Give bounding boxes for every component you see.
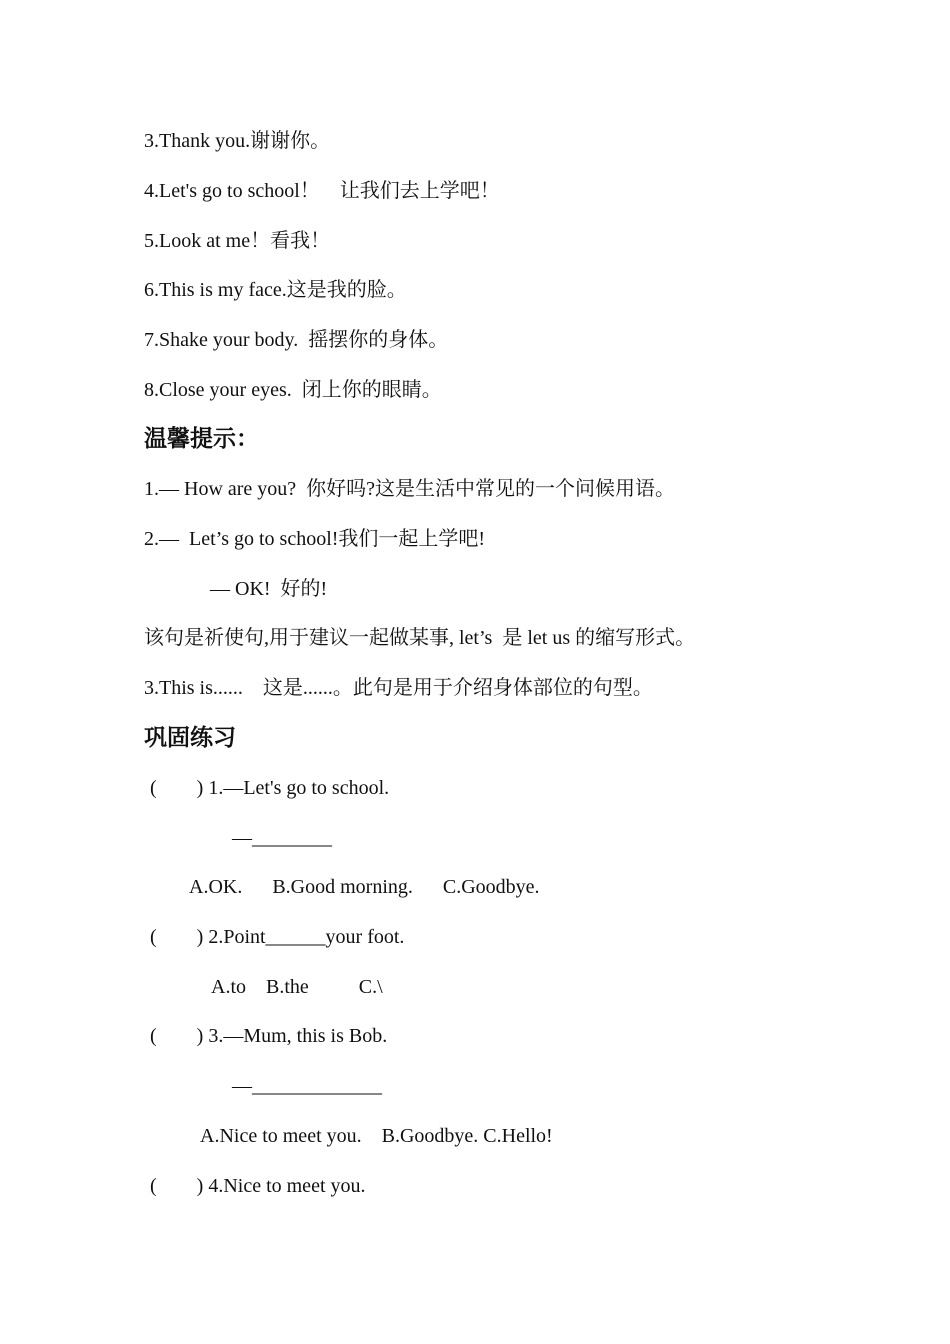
question-3-blank: —_____________: [232, 1075, 382, 1097]
question-1: ( ) 1.—Let's go to school.: [150, 777, 390, 799]
question-1-options: A.OK. B.Good morning. C.Goodbye.: [189, 876, 540, 898]
tip-item-1: 1.— How are you? 你好吗?这是生活中常见的一个问候用语。: [144, 478, 676, 500]
tip-item-2: 2.— Let’s go to school!我们一起上学吧!: [144, 528, 486, 550]
vocab-line-5: 5.Look at me！看我！: [144, 230, 331, 252]
practice-heading: 巩固练习: [144, 725, 236, 751]
tip-item-3: 3.This is...... 这是......。此句是用于介绍身体部位的句型。: [144, 677, 653, 699]
question-3: ( ) 3.—Mum, this is Bob.: [150, 1025, 388, 1047]
vocab-line-7: 7.Shake your body. 摇摆你的身体。: [144, 329, 449, 351]
vocab-line-6: 6.This is my face.这是我的脸。: [144, 279, 407, 301]
question-4: ( ) 4.Nice to meet you.: [150, 1175, 366, 1197]
question-1-blank: —________: [232, 827, 332, 849]
tips-heading: 温馨提示：: [144, 426, 259, 452]
vocab-line-8: 8.Close your eyes. 闭上你的眼睛。: [144, 379, 442, 401]
tip-item-2-note: 该句是祈使句,用于建议一起做某事, let’s 是 let us 的缩写形式。: [144, 627, 696, 649]
question-2-options: A.to B.the C.\: [211, 976, 383, 998]
tip-item-2-reply: — OK! 好的!: [210, 578, 328, 600]
vocab-line-4: 4.Let's go to school！ 让我们去上学吧！: [144, 180, 500, 202]
question-3-options: A.Nice to meet you. B.Goodbye. C.Hello!: [200, 1125, 553, 1147]
question-2: ( ) 2.Point______your foot.: [150, 926, 405, 948]
vocab-line-3: 3.Thank you.谢谢你。: [144, 130, 331, 152]
